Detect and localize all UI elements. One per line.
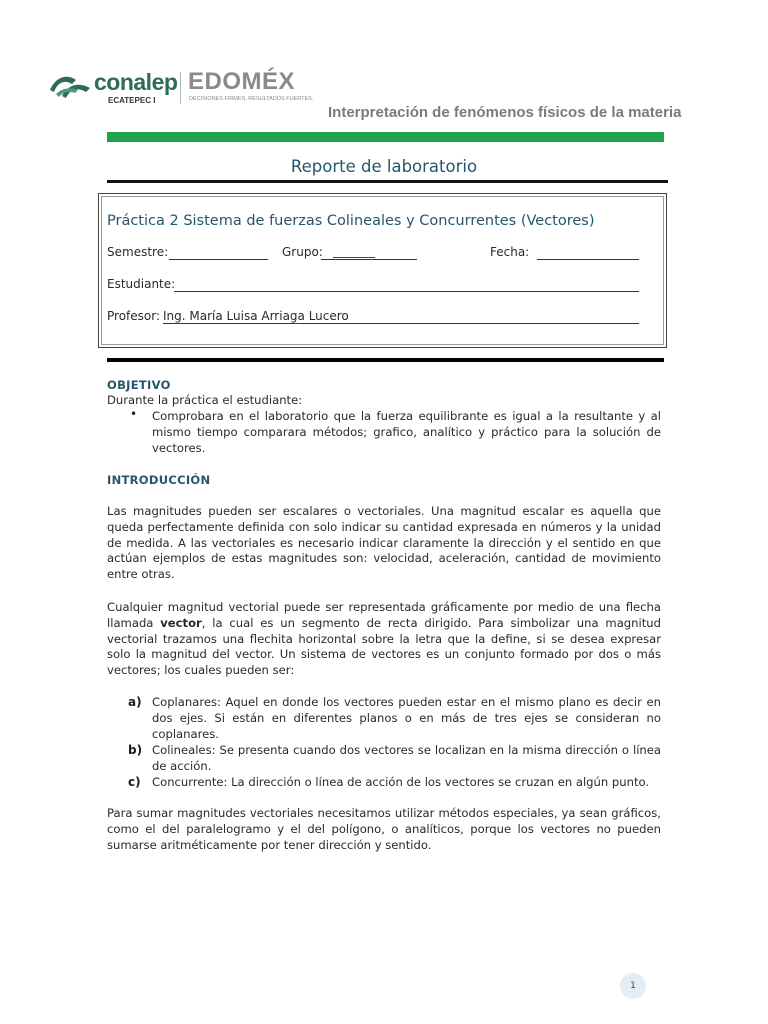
edomex-wordmark: EDOMÉX <box>188 68 296 95</box>
group-label: Grupo: <box>282 245 323 259</box>
vector-term: vector <box>160 615 202 630</box>
date-label: Fecha: <box>490 245 530 259</box>
list-item-coplanares: Coplanares: Aquel en donde los vectores pueden estar en el mismo plano es decir en dos ejes. Si están en diferentes planos o en más de tres ejes se consideran no coplanares. <box>152 695 661 741</box>
list-item-colineales: Colineales: Se presenta cuando dos vectores se localizan en la misma dirección o línea de acción. <box>152 743 661 773</box>
group-field[interactable] <box>321 259 417 260</box>
semester-label: Semestre: <box>107 245 169 259</box>
objective-heading: OBJETIVO <box>107 378 171 392</box>
introduction-heading: INTRODUCCIÓN <box>107 473 211 487</box>
conalep-wordmark: conalep <box>94 69 178 95</box>
date-field[interactable] <box>537 259 639 260</box>
list-marker-a: a) <box>128 695 142 709</box>
student-field[interactable] <box>174 291 639 292</box>
box-bottom-rule <box>107 358 664 362</box>
list-marker-c: c) <box>128 775 141 789</box>
report-title: Reporte de laboratorio <box>290 157 478 176</box>
page-number: 1 <box>620 973 646 999</box>
objective-intro: Durante la práctica el estudiante: <box>107 393 303 407</box>
objective-bullet-text: Comprobara en el laboratorio que la fuerza equilibrante es igual a la resultante y al mismo tiempo comparara métodos; grafico, analítico y práctico para la solución de vectores. <box>152 409 661 455</box>
teacher-value: Ing. María Luisa Arriaga Lucero <box>163 309 349 323</box>
group-value: _______ <box>333 244 375 258</box>
semester-field[interactable] <box>169 259 268 260</box>
logo-divider <box>180 72 181 104</box>
teacher-label: Profesor: <box>107 309 161 323</box>
practice-title: Práctica 2 Sistema de fuerzas Colineales y Concurrentes (Vectores) <box>107 213 595 229</box>
edomex-logo <box>188 68 338 108</box>
conalep-logo <box>48 68 178 110</box>
course-title: Interpretación de fenómenos físicos de la materia <box>328 104 682 121</box>
conalep-emblem-icon <box>48 72 92 100</box>
introduction-paragraph-3: Para sumar magnitudes vectoriales necesitamos utilizar métodos especiales, ya sean gráficos, como el del paralelogramo y el del polígono, o analíticos, porque los vectores no pueden sumarse aritméticamente por tener dirección y sentido. <box>107 806 661 852</box>
student-label: Estudiante: <box>107 277 176 291</box>
introduction-paragraph-2 <box>107 600 661 679</box>
title-rule <box>107 180 668 183</box>
list-marker-b: b) <box>128 743 143 757</box>
conalep-campus: ECATEPEC I <box>108 96 156 105</box>
bullet-icon: • <box>130 407 138 421</box>
teacher-field[interactable] <box>163 323 639 324</box>
list-item-concurrente: Concurrente: La dirección o línea de acción de los vectores se cruzan en algún punto. <box>152 775 650 789</box>
header-accent-bar <box>107 132 664 142</box>
introduction-paragraph-1: Las magnitudes pueden ser escalares o vectoriales. Una magnitud escalar es aquella que queda perfectamente definida con solo indicar su cantidad expresada en números y la unidad de medida. A las vectoriales es necesario indicar claramente la dirección y el sentido en que actúan ejemplos de estas magnitudes son: velocidad, aceleración, cantidad de movimiento entre otras. <box>107 504 661 582</box>
p2-text-end: , la cual es un segmento de recta dirigido. Para simbolizar una magnitud vectorial trazamos una flechita horizontal sobre la letra que la define, si se desea expresar solo la magnitud del vector. Un sistema de vectores es un conjunto formado por dos o más vectores; los cuales pueden ser: <box>107 615 661 678</box>
p2-text-start: Cualquier magnitud vectorial puede ser representada gráficamente por medio de una flecha llamada <box>107 600 661 630</box>
edomex-tagline: DECISIONES FIRMES, RESULTADOS FUERTES. <box>189 96 314 102</box>
